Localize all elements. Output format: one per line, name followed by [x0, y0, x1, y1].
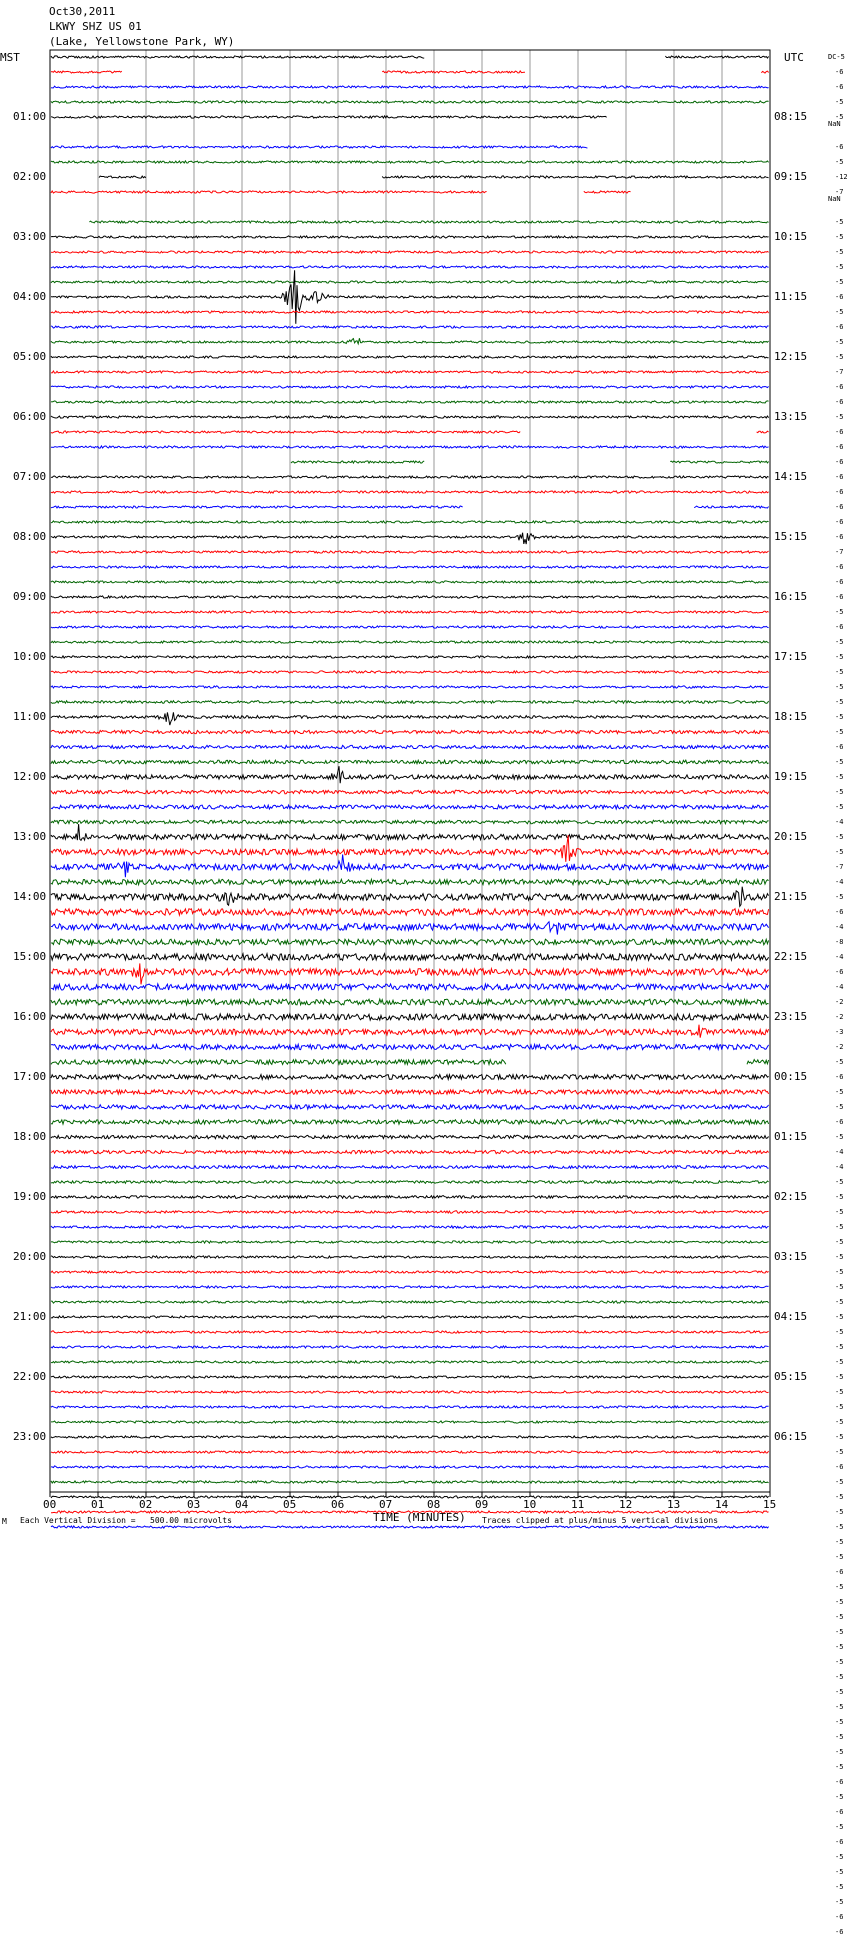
utc-hour-label: 21:15	[774, 890, 808, 903]
seismogram-trace	[51, 686, 769, 688]
seismogram-trace	[51, 1331, 769, 1333]
dc-offset-label: -6	[835, 398, 844, 406]
x-tick-label: 10	[523, 1498, 537, 1511]
seismogram-trace	[51, 431, 769, 433]
dc-offset-label: -5	[835, 1823, 844, 1831]
utc-hour-label: 01:15	[774, 1130, 808, 1143]
seismogram-trace	[51, 1406, 769, 1408]
seismogram-trace	[51, 101, 769, 103]
utc-hour-label: 04:15	[774, 1310, 808, 1323]
dc-offset-label: -5	[835, 1703, 844, 1711]
x-tick-label: 03	[187, 1498, 201, 1511]
seismogram-trace	[51, 824, 769, 840]
dc-offset-label: -5	[835, 233, 844, 241]
dc-offset-label: -5	[835, 308, 844, 316]
x-tick-label: 00	[43, 1498, 57, 1511]
dc-offset-label: -5	[835, 98, 844, 106]
seismogram-trace	[51, 641, 769, 643]
dc-offset-label: -5	[835, 1403, 844, 1411]
seismogram-trace	[51, 356, 769, 358]
mst-hour-label: 17:00	[13, 1070, 47, 1083]
dc-offset-label: -6	[835, 578, 844, 586]
utc-hour-label: 09:15	[774, 170, 808, 183]
dc-offset-label: -5	[835, 1748, 844, 1756]
seismogram-trace	[51, 266, 769, 268]
dc-offset-label: -5	[835, 1673, 844, 1681]
seismogram-trace	[51, 386, 769, 388]
seismogram-trace	[51, 656, 769, 658]
dc-offset-label: -5	[835, 278, 844, 286]
mst-hour-label: 18:00	[13, 1130, 47, 1143]
dc-offset-label: -5	[835, 1628, 844, 1636]
dc-offset-label: -2	[835, 1043, 844, 1051]
seismogram-trace	[51, 611, 769, 613]
utc-hour-label: 13:15	[774, 410, 808, 423]
dc-offset-label: -5	[835, 1868, 844, 1876]
dc-offset-label: -5	[835, 1238, 844, 1246]
dc-offset-label: -2	[835, 998, 844, 1006]
dc-offset-label: -6	[835, 68, 844, 76]
chart-date: Oct30,2011	[49, 5, 116, 18]
x-tick-label: 07	[379, 1498, 393, 1511]
seismogram-trace	[51, 581, 769, 583]
seismogram-trace	[51, 1196, 769, 1199]
chart-station: LKWY SHZ US 01	[49, 20, 142, 33]
dc-offset-label: -5	[835, 803, 844, 811]
seismogram-trace	[51, 401, 769, 403]
dc-offset-label: -6	[835, 623, 844, 631]
seismogram-trace	[51, 712, 769, 725]
dc-offset-label: -6	[835, 83, 844, 91]
mst-hour-label: 15:00	[13, 950, 47, 963]
seismogram-trace	[51, 551, 769, 553]
dc-offset-label: -5	[835, 773, 844, 781]
clip-note: Traces clipped at plus/minus 5 vertical divisions	[482, 1516, 719, 1525]
seismogram-trace	[51, 1181, 769, 1184]
seismogram-trace	[51, 326, 769, 328]
dc-offset-label: -5	[835, 158, 844, 166]
seismogram-trace	[51, 146, 587, 148]
dc-offset-label: -4	[835, 878, 844, 886]
dc-offset-label: -5	[835, 1538, 844, 1546]
dc-offset-label: -6	[835, 1913, 844, 1921]
seismogram-trace	[51, 1241, 769, 1243]
dc-offset-label: -5	[835, 1733, 844, 1741]
seismogram-trace	[51, 1376, 769, 1378]
seismogram-trace	[51, 71, 769, 73]
dc-offset-label: -6	[835, 1808, 844, 1816]
seismogram-trace	[51, 954, 769, 961]
seismogram-trace	[51, 1135, 769, 1139]
dc-offset-label: -6	[835, 968, 844, 976]
dc-offset-label: -5	[835, 338, 844, 346]
utc-hour-label: 08:15	[774, 110, 808, 123]
utc-hour-label: 10:15	[774, 230, 808, 243]
dc-offset-label: -5	[835, 668, 844, 676]
seismogram-trace	[89, 221, 768, 223]
utc-hour-label: 20:15	[774, 830, 808, 843]
dc-offset-label: -7	[835, 548, 844, 556]
utc-hour-label: 17:15	[774, 650, 808, 663]
seismogram-trace	[51, 251, 769, 253]
seismogram-trace	[51, 1211, 769, 1213]
dc-offset-label: -5	[835, 248, 844, 256]
seismogram-trace	[51, 416, 769, 418]
seismogram-trace	[51, 1436, 769, 1438]
dc-offset-label: -5	[835, 1553, 844, 1561]
dc-offset-label: -6	[835, 1778, 844, 1786]
dc-offset-label: -4	[835, 818, 844, 826]
dc-offset-label: -5	[835, 1883, 844, 1891]
mst-hour-label: 22:00	[13, 1370, 47, 1383]
seismogram-trace	[51, 671, 769, 673]
mst-hour-label: 20:00	[13, 1250, 47, 1263]
dc-offset-label: -3	[835, 1028, 844, 1036]
dc-offset-label: -5	[835, 698, 844, 706]
mst-hour-label: 10:00	[13, 650, 47, 663]
x-tick-label: 15	[763, 1498, 777, 1511]
seismogram-trace	[51, 1166, 769, 1169]
seismogram-trace	[51, 745, 769, 748]
dc-offset-label: -6	[835, 443, 844, 451]
seismogram-trace	[51, 887, 769, 907]
seismogram-trace	[51, 963, 769, 984]
dc-offset-label: -5	[835, 1688, 844, 1696]
x-tick-label: 02	[139, 1498, 153, 1511]
seismogram-trace	[51, 1316, 769, 1318]
dc-offset-label: -5	[835, 1853, 844, 1861]
mst-hour-label: 11:00	[13, 710, 47, 723]
dc-offset-label: -6	[835, 1463, 844, 1471]
dc-offset-label: -5	[835, 893, 844, 901]
dc-offset-label: -6	[835, 1118, 844, 1126]
dc-offset-label: -6	[835, 1838, 844, 1846]
dc-offset-label: -5	[835, 1523, 844, 1531]
seismogram-trace	[51, 86, 769, 88]
dc-offset-label: -4	[835, 983, 844, 991]
left-axis-title: MST	[0, 51, 20, 64]
mst-hour-label: 03:00	[13, 230, 47, 243]
mst-hour-label: 06:00	[13, 410, 47, 423]
seismogram-trace	[51, 56, 769, 58]
dc-offset-label: -5	[835, 1283, 844, 1291]
mst-hour-label: 01:00	[13, 110, 47, 123]
dc-offset-label: -6	[835, 488, 844, 496]
dc-offset-label: -5	[835, 1508, 844, 1516]
seismogram-trace	[51, 1090, 769, 1094]
seismogram-trace	[51, 1014, 769, 1020]
mst-hour-label: 16:00	[13, 1010, 47, 1023]
dc-offset-label: -6	[835, 1073, 844, 1081]
seismogram-trace	[51, 116, 607, 118]
dc-offset-label: -5	[835, 1208, 844, 1216]
utc-hour-label: 22:15	[774, 950, 808, 963]
dc-offset-label: -5	[835, 1103, 844, 1111]
seismogram-trace	[51, 1301, 769, 1303]
dc-offset-label: -5	[835, 1328, 844, 1336]
utc-hour-label: 12:15	[774, 350, 808, 363]
dc-offset-label: -6	[835, 908, 844, 916]
dc-offset-label: -4	[835, 923, 844, 931]
utc-hour-label: 11:15	[774, 290, 808, 303]
utc-hour-label: 06:15	[774, 1430, 808, 1443]
seismogram-trace	[51, 191, 631, 193]
seismogram-trace	[51, 922, 769, 935]
seismogram-trace	[51, 1150, 769, 1153]
dc-offset-label: -5	[835, 1718, 844, 1726]
utc-hour-label: 00:15	[774, 1070, 808, 1083]
seismogram-trace	[51, 371, 769, 373]
seismogram-trace	[51, 790, 769, 794]
seismogram-trace	[51, 1466, 769, 1468]
seismogram-trace	[51, 1286, 769, 1288]
seismogram-trace	[51, 1105, 769, 1109]
seismogram-trace	[51, 1075, 769, 1080]
seismogram-trace	[51, 236, 769, 238]
dc-offset-label: -7	[835, 863, 844, 871]
utc-hour-label: 23:15	[774, 1010, 808, 1023]
dc-offset-label: -5	[835, 683, 844, 691]
utc-hour-label: 03:15	[774, 1250, 808, 1263]
dc-offset-label: -5	[835, 788, 844, 796]
dc-offset-label: -5	[835, 1268, 844, 1276]
dc-offset-label: -5	[835, 1583, 844, 1591]
dc-offset-label: -5	[835, 1433, 844, 1441]
dc-offset-label: -5	[835, 113, 844, 121]
dc-offset-label: NaN	[828, 120, 841, 128]
dc-offset-label: -5	[835, 1478, 844, 1486]
dc-offset-label: -7	[835, 368, 844, 376]
seismogram-trace	[51, 566, 769, 568]
seismogram-trace	[51, 1025, 769, 1038]
mst-hour-label: 13:00	[13, 830, 47, 843]
mst-hour-label: 23:00	[13, 1430, 47, 1443]
dc-offset-label: -5	[835, 728, 844, 736]
corner-mark: M	[2, 1517, 7, 1526]
dc-offset-label: -7	[835, 188, 844, 196]
dc-offset-label: -6	[835, 1568, 844, 1576]
right-axis-title: UTC	[784, 51, 804, 64]
dc-offset-label: -5	[835, 1313, 844, 1321]
dc-offset-label: -5	[835, 1178, 844, 1186]
dc-offset-label: -5	[835, 263, 844, 271]
dc-offset-label: -6	[835, 143, 844, 151]
dc-offset-label: -5	[835, 653, 844, 661]
dc-offset-label: -6	[835, 323, 844, 331]
seismogram-trace	[51, 855, 769, 878]
dc-offset-label: -6	[835, 593, 844, 601]
seismogram-trace	[51, 533, 769, 544]
x-tick-label: 13	[667, 1498, 681, 1511]
dc-offset-label: -5	[835, 713, 844, 721]
mst-hour-label: 14:00	[13, 890, 47, 903]
utc-hour-label: 05:15	[774, 1370, 808, 1383]
seismogram-trace	[51, 1451, 769, 1453]
dc-offset-label: -5	[835, 1373, 844, 1381]
dc-offset-label: -5	[835, 1598, 844, 1606]
x-tick-label: 08	[427, 1498, 441, 1511]
dc-offset-label: -5	[835, 638, 844, 646]
seismogram-trace	[51, 491, 769, 493]
dc-offset-label: -5	[835, 758, 844, 766]
x-tick-label: 09	[475, 1498, 489, 1511]
dc-offset-label: -6	[835, 473, 844, 481]
x-tick-label: 04	[235, 1498, 249, 1511]
dc-offset-label: -6	[835, 458, 844, 466]
dc-offset-label: -4	[835, 1163, 844, 1171]
utc-hour-label: 02:15	[774, 1190, 808, 1203]
seismogram-trace	[51, 1120, 769, 1124]
seismogram-trace	[51, 311, 769, 313]
dc-offset-label: -5	[835, 1448, 844, 1456]
dc-offset-label: -5	[835, 1253, 844, 1261]
dc-offset-label: -6	[835, 533, 844, 541]
dc-offset-label: DC-5	[828, 53, 845, 61]
dc-offset-label: -6	[835, 503, 844, 511]
dc-offset-label: -4	[835, 953, 844, 961]
x-tick-label: 05	[283, 1498, 297, 1511]
seismogram-trace	[51, 835, 769, 862]
x-tick-label: 06	[331, 1498, 345, 1511]
mst-hour-label: 12:00	[13, 770, 47, 783]
seismogram-trace	[51, 1346, 769, 1348]
dc-offset-label: -5	[835, 608, 844, 616]
seismogram-trace	[51, 1226, 769, 1228]
dc-offset-label: -6	[835, 743, 844, 751]
seismogram-trace	[51, 1256, 769, 1258]
dc-offset-label: -5	[835, 1343, 844, 1351]
dc-offset-label: -5	[835, 1223, 844, 1231]
dc-offset-label: -6	[835, 563, 844, 571]
mst-hour-label: 09:00	[13, 590, 47, 603]
dc-offset-label: -6	[835, 518, 844, 526]
seismogram-trace	[51, 1391, 769, 1393]
dc-offset-label: -6	[835, 383, 844, 391]
dc-offset-label: -5	[835, 1298, 844, 1306]
mst-hour-label: 02:00	[13, 170, 47, 183]
dc-offset-label: -5	[835, 1613, 844, 1621]
x-tick-label: 12	[619, 1498, 633, 1511]
dc-offset-label: -6	[835, 293, 844, 301]
dc-offset-label: -6	[835, 1928, 844, 1936]
dc-offset-label: -2	[835, 1013, 844, 1021]
mst-hour-label: 05:00	[13, 350, 47, 363]
seismogram-trace	[51, 1481, 769, 1483]
seismogram-trace	[51, 909, 769, 916]
dc-offset-label: -5	[835, 1133, 844, 1141]
mst-hour-label: 08:00	[13, 530, 47, 543]
chart-location: (Lake, Yellowstone Park, WY)	[49, 35, 235, 48]
dc-offset-label: -5	[835, 1193, 844, 1201]
x-axis-title: TIME (MINUTES)	[373, 1511, 466, 1524]
seismogram-trace	[51, 476, 769, 478]
seismogram-trace	[51, 805, 769, 809]
x-tick-label: 14	[715, 1498, 729, 1511]
dc-offset-label: -5	[835, 848, 844, 856]
seismogram-trace	[51, 446, 769, 448]
dc-offset-label: -5	[835, 1493, 844, 1501]
dc-offset-label: -5	[835, 1658, 844, 1666]
dc-offset-label: NaN	[828, 195, 841, 203]
seismogram-trace	[51, 281, 769, 283]
mst-hour-label: 19:00	[13, 1190, 47, 1203]
utc-hour-label: 18:15	[774, 710, 808, 723]
seismogram-trace	[51, 626, 769, 628]
scale-note: Each Vertical Division = 500.00 microvolts	[20, 1516, 232, 1525]
mst-hour-label: 07:00	[13, 470, 47, 483]
seismogram-trace	[51, 1044, 769, 1049]
seismogram-trace	[51, 999, 769, 1005]
seismogram-trace	[51, 984, 769, 990]
seismogram-trace	[51, 270, 769, 324]
seismogram-trace	[51, 596, 769, 598]
seismogram-trace	[51, 161, 769, 163]
seismogram-trace	[51, 760, 769, 764]
dc-offset-label: -12	[835, 173, 848, 181]
dc-offset-label: -5	[835, 353, 844, 361]
seismogram-trace	[51, 1496, 769, 1498]
utc-hour-label: 14:15	[774, 470, 808, 483]
dc-offset-label: -5	[835, 1763, 844, 1771]
seismogram-trace	[51, 939, 769, 945]
utc-hour-label: 19:15	[774, 770, 808, 783]
x-tick-label: 11	[571, 1498, 585, 1511]
dc-offset-label: -6	[835, 428, 844, 436]
dc-offset-label: -5	[835, 1358, 844, 1366]
dc-offset-label: -5	[835, 1418, 844, 1426]
dc-offset-label: -5	[835, 1088, 844, 1096]
dc-offset-label: -5	[835, 1643, 844, 1651]
seismogram-trace	[51, 1271, 769, 1273]
utc-hour-label: 15:15	[774, 530, 808, 543]
dc-offset-label: -5	[835, 1898, 844, 1906]
mst-hour-label: 21:00	[13, 1310, 47, 1323]
seismogram-trace	[51, 879, 769, 884]
seismogram-trace	[51, 766, 769, 783]
utc-hour-label: 16:15	[774, 590, 808, 603]
seismogram-trace	[51, 338, 769, 344]
seismogram-trace	[51, 1421, 769, 1423]
x-tick-label: 01	[91, 1498, 105, 1511]
seismogram-trace	[51, 730, 769, 733]
dc-offset-label: -5	[835, 413, 844, 421]
mst-hour-label: 04:00	[13, 290, 47, 303]
seismogram-trace	[51, 820, 769, 824]
dc-offset-label: -5	[835, 218, 844, 226]
seismogram-trace	[51, 701, 769, 704]
dc-offset-label: -5	[835, 833, 844, 841]
seismogram-trace	[51, 1361, 769, 1363]
dc-offset-label: -5	[835, 1058, 844, 1066]
seismogram-trace	[51, 506, 769, 508]
dc-offset-label: -4	[835, 1148, 844, 1156]
dc-offset-label: -5	[835, 1388, 844, 1396]
dc-offset-label: -8	[835, 938, 844, 946]
seismogram-trace	[51, 1526, 769, 1528]
seismogram-trace	[51, 1060, 769, 1065]
dc-offset-label: -5	[835, 1793, 844, 1801]
seismogram-trace	[51, 521, 769, 523]
